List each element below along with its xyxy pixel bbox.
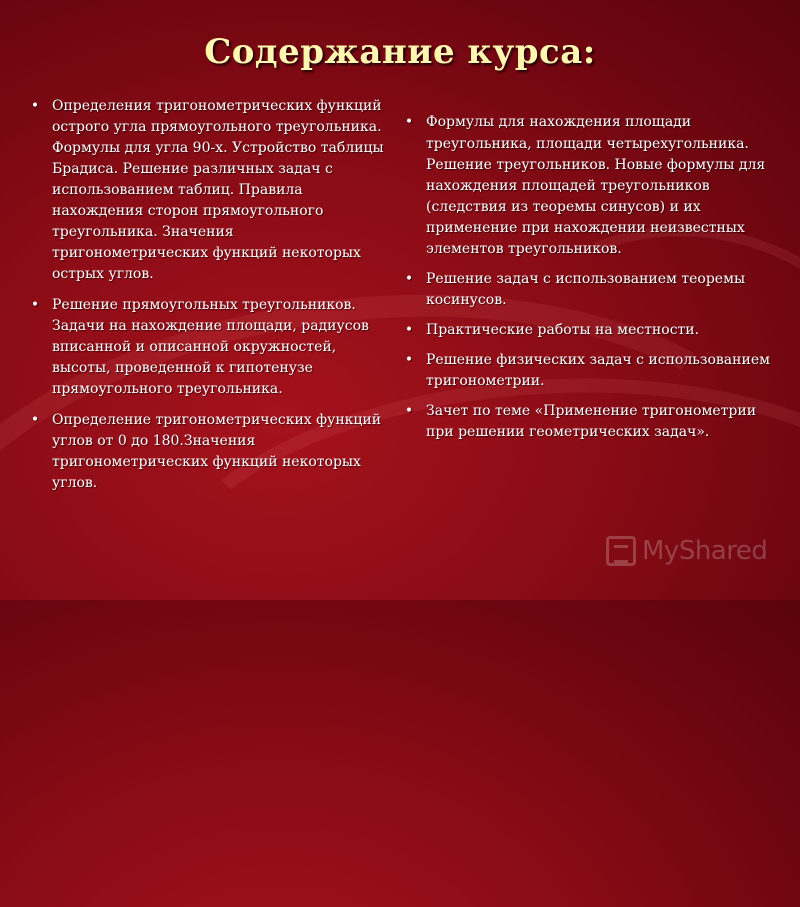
bullet-icon: •	[30, 297, 40, 313]
list-item-text: Зачет по теме «Применение тригонометрии при решении геометрических задач».	[426, 403, 757, 440]
bullet-icon: •	[404, 403, 414, 419]
list-item	[402, 110, 774, 260]
list-item-text-first-line: Формулы для нахождения площади	[426, 114, 692, 130]
list-item-text: Определение тригонометрических функций углов от 0 до 180.Значения тригонометрических функций некоторых углов.	[52, 412, 382, 491]
list-item	[402, 350, 774, 392]
bullet-icon: •	[30, 412, 40, 428]
list-item-text: Определения тригонометрических функций острого угла прямоугольного треугольника. Формулы для угла 90-х. Устройство таблицы Брадиса. Решение различных задач с использованием таблиц. Правила нахождения сторон прямоугольного треугольника. Значения тригонометрических функций некоторых острых углов.	[52, 98, 384, 282]
left-bullet-list	[28, 96, 388, 504]
list-item	[28, 96, 388, 285]
list-item	[402, 320, 774, 341]
right-bullet-list	[402, 110, 774, 452]
list-item-text: Решение задач с использованием теоремы косинусов.	[426, 271, 746, 308]
watermark[interactable]	[606, 536, 767, 566]
list-item	[402, 401, 774, 443]
list-item-text: Решение прямоугольных треугольников. Задачи на нахождение площади, радиусов вписанной и описанной окружностей, высоты, проведенной к гипотенузе прямоугольного треугольника.	[52, 297, 369, 397]
bullet-icon: •	[30, 98, 40, 114]
list-item-text: Решение физических задач с использованием тригонометрии.	[426, 352, 770, 389]
watermark-text: MyShared	[642, 536, 768, 566]
list-item-text: Практические работы на местности.	[426, 322, 700, 338]
list-item	[28, 295, 388, 400]
list-item	[28, 410, 388, 494]
bullet-icon: •	[404, 114, 414, 130]
bullet-icon: •	[404, 322, 414, 338]
bullet-icon: •	[404, 271, 414, 287]
list-item-text-rest: треугольника, площади четырехугольника. Решение треугольников. Новые формулы для нахождения площадей треугольников (следствия из теоремы синусов) и их применение при нахождении неизвестных элементов треугольников.	[426, 136, 766, 257]
bullet-icon: •	[404, 352, 414, 368]
list-item	[402, 269, 774, 311]
myshared-logo-icon	[606, 536, 636, 566]
slide-title: Содержание курса:	[204, 32, 596, 72]
